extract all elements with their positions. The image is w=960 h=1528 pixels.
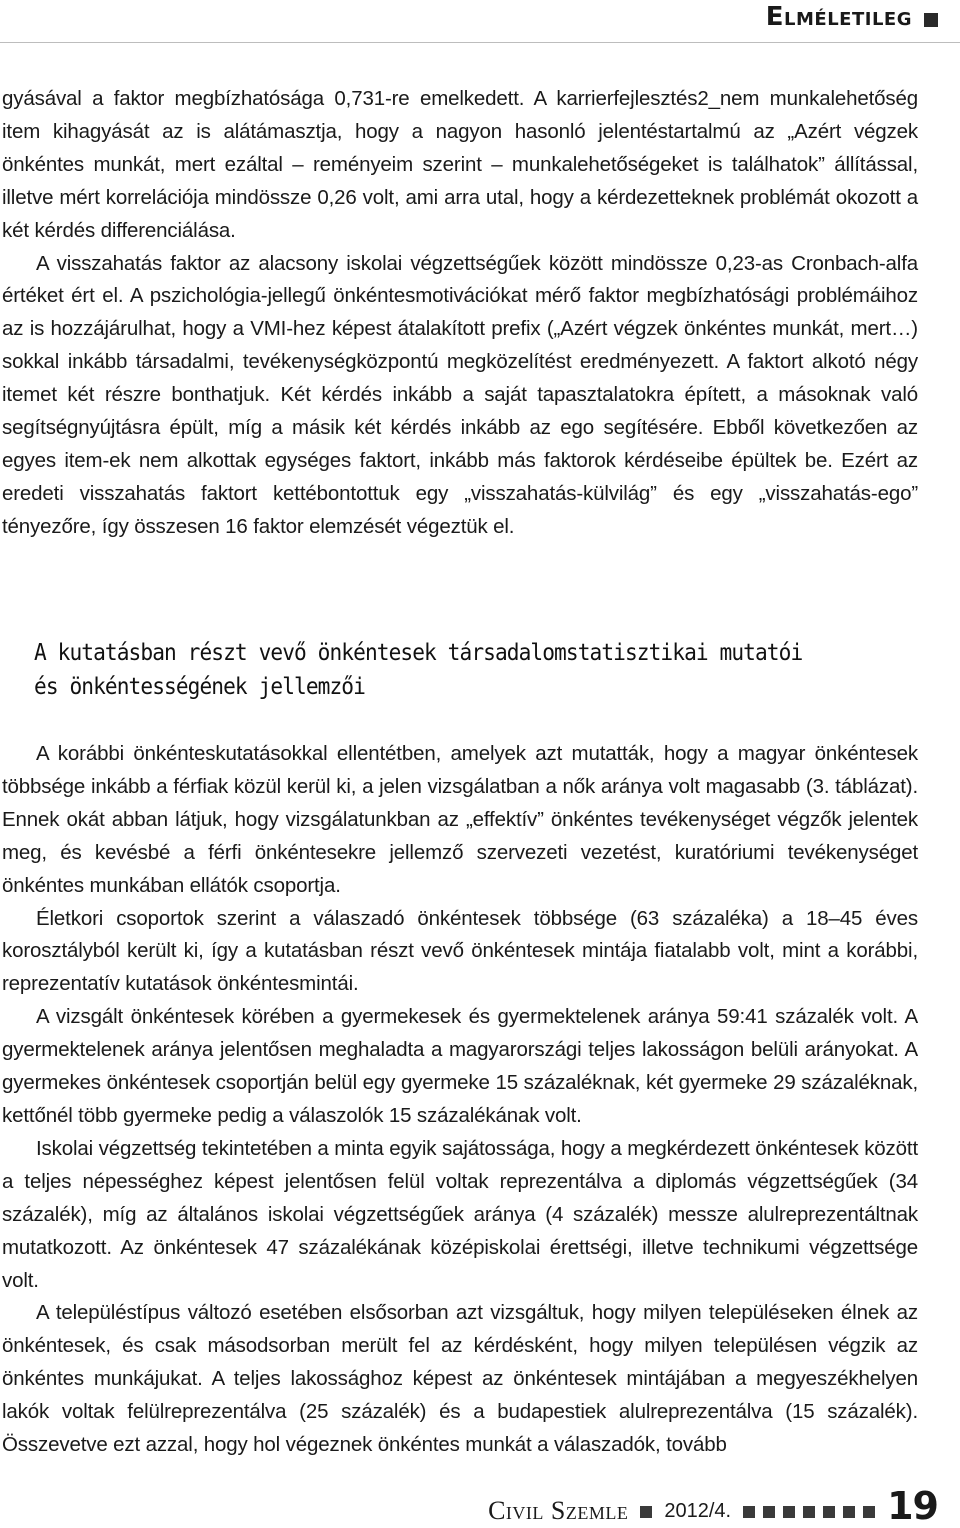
heading-line-1: A kutatásban részt vevő önkéntesek társadalomstatisztikai mutatói	[34, 640, 803, 666]
body-section-1	[2, 83, 918, 544]
paragraph: A vizsgált önkéntesek körében a gyermekesek és gyermektelenek aránya 59:41 százalék volt. A gyermektelenek aránya jelentősen meghaladta a magyarországi teljes lakosságon belüli arányokat. A gyermekes önkéntesek csoportján belül egy gyermeke 15 százaléknak, két gyermeke 29 százaléknak, kettőnél több gyermeke pedig a válaszolók 15 százalékának volt.	[2, 1005, 918, 1127]
square-bullet-icon	[924, 13, 938, 27]
square-bullet-icon	[743, 1506, 755, 1518]
paragraph: gyásával a faktor megbízhatósága 0,731-re emelkedett. A karrierfejlesztés2_nem munkalehetőség item kihagyását az is alátámasztja, hogy a nagyon hasonló jelentéstartalmú az „Azért végzek önkéntes munkát, mert ezáltal – reményeim szerint – munkalehetőségeket is találhatok” állítással, illetve mért korrelációja mindössze 0,26 volt, ami arra utal, hogy a kérdezetteknek problémát okozott a két kérdés differenciálása.	[2, 87, 918, 242]
running-header	[0, 0, 960, 38]
header-rule	[0, 42, 960, 43]
page-footer	[488, 1480, 938, 1526]
paragraph: Életkori csoportok szerint a válaszadó önkéntesek többsége (63 százaléka) a 18–45 éves korosztályból került ki, így a kutatásban részt vevő önkéntesek mintája fiatalabb volt, mint a korábbi, reprezentatív kutatások önkéntesmintái.	[2, 906, 918, 996]
square-bullet-icon	[803, 1506, 815, 1518]
section-label: Elméletileg	[765, 2, 912, 32]
square-bullets-row	[743, 1506, 875, 1526]
section-heading	[34, 636, 844, 704]
issue-number: 2012/4.	[664, 1500, 732, 1522]
journal-name: Civil Szemle	[488, 1496, 629, 1525]
square-bullet-icon	[823, 1506, 835, 1518]
body-section-2	[2, 738, 918, 1462]
paragraph: A korábbi önkénteskutatásokkal ellentétben, amelyek azt mutatták, hogy a magyar önkéntesek többsége inkább a férfiak közül kerül ki, a jelen vizsgálatban a nők aránya volt magasabb (3. táblázat). Ennek okát abban látjuk, hogy vizsgálatunkban az „effektív” önkéntes tevékenységet végzők jelentek meg, és kevésbé a férfi önkéntesekre jellemző szervezeti vezetést, kuratóriumi tevékenységet önkéntes munkában ellátók csoportja.	[2, 742, 918, 897]
heading-line-2: és önkéntességének jellemzői	[34, 674, 365, 700]
square-bullet-icon	[640, 1506, 652, 1518]
square-bullet-icon	[843, 1506, 855, 1518]
square-bullet-icon	[763, 1506, 775, 1518]
paragraph: A visszahatás faktor az alacsony iskolai végzettségűek között mindössze 0,23-as Cronbach-alfa értéket ért el. A pszichológia-jellegű önkéntesmotivációkat mérő faktor megbízhatósági problémáihoz az is hozzájárulhat, hogy a VMI-hez képest átalakított prefix („Azért végzek önkéntes munkát, mert…) sokkal inkább társadalmi, tevékenységközpontú megközelítést eredményezett. A faktort alkotó négy itemet két részre bonthatjuk. Két kérdés inkább a saját tapasztalatokra épített, a másoknak való segítségnyújtásra épült, míg a másik két kérdés inkább az ego segítésére. Ebből következően az egyes item-ek nem alkottak egységes faktort, inkább más faktorok kérdéseibe épültek be. Ezért az eredeti visszahatás faktort kettébontottuk egy „visszahatás-külvilág” és egy „visszahatás-ego” tényezőre, így összesen 16 faktor elemzését végeztük el.	[2, 251, 918, 538]
paragraph: A településtípus változó esetében elsősorban azt vizsgáltuk, hogy milyen településeken élnek az önkéntesek, és csak másodsorban merült fel az kérdésként, hogy milyen településen végzik az önkéntes munkájukat. A teljes lakossághoz képest az önkéntesek mintájában a megyeszékhelyen lakók voltak felülreprezentálva (25 százalék) és a budapestiek alulreprezentálva (15 százalék). Összevetve ezt azzal, hogy hol végeznek önkéntes munkát a válaszadók, tovább	[2, 1301, 918, 1457]
page-number: 19	[887, 1484, 938, 1528]
square-bullet-icon	[783, 1506, 795, 1518]
paragraph: Iskolai végzettség tekintetében a minta egyik sajátossága, hogy a megkérdezett önkéntesek között a teljes népességhez képest jelentősen felül voltak reprezentálva a diplomás végzettségűek (34 százalék), míg az általános iskolai végzettségűek aránya (4 százalék) messze alulreprezentáltnak mutatkozott. Az önkéntesek 47 százalékának középiskolai érettségi, illetve technikumi végzettsége volt.	[2, 1136, 918, 1292]
square-bullet-icon	[863, 1506, 875, 1518]
